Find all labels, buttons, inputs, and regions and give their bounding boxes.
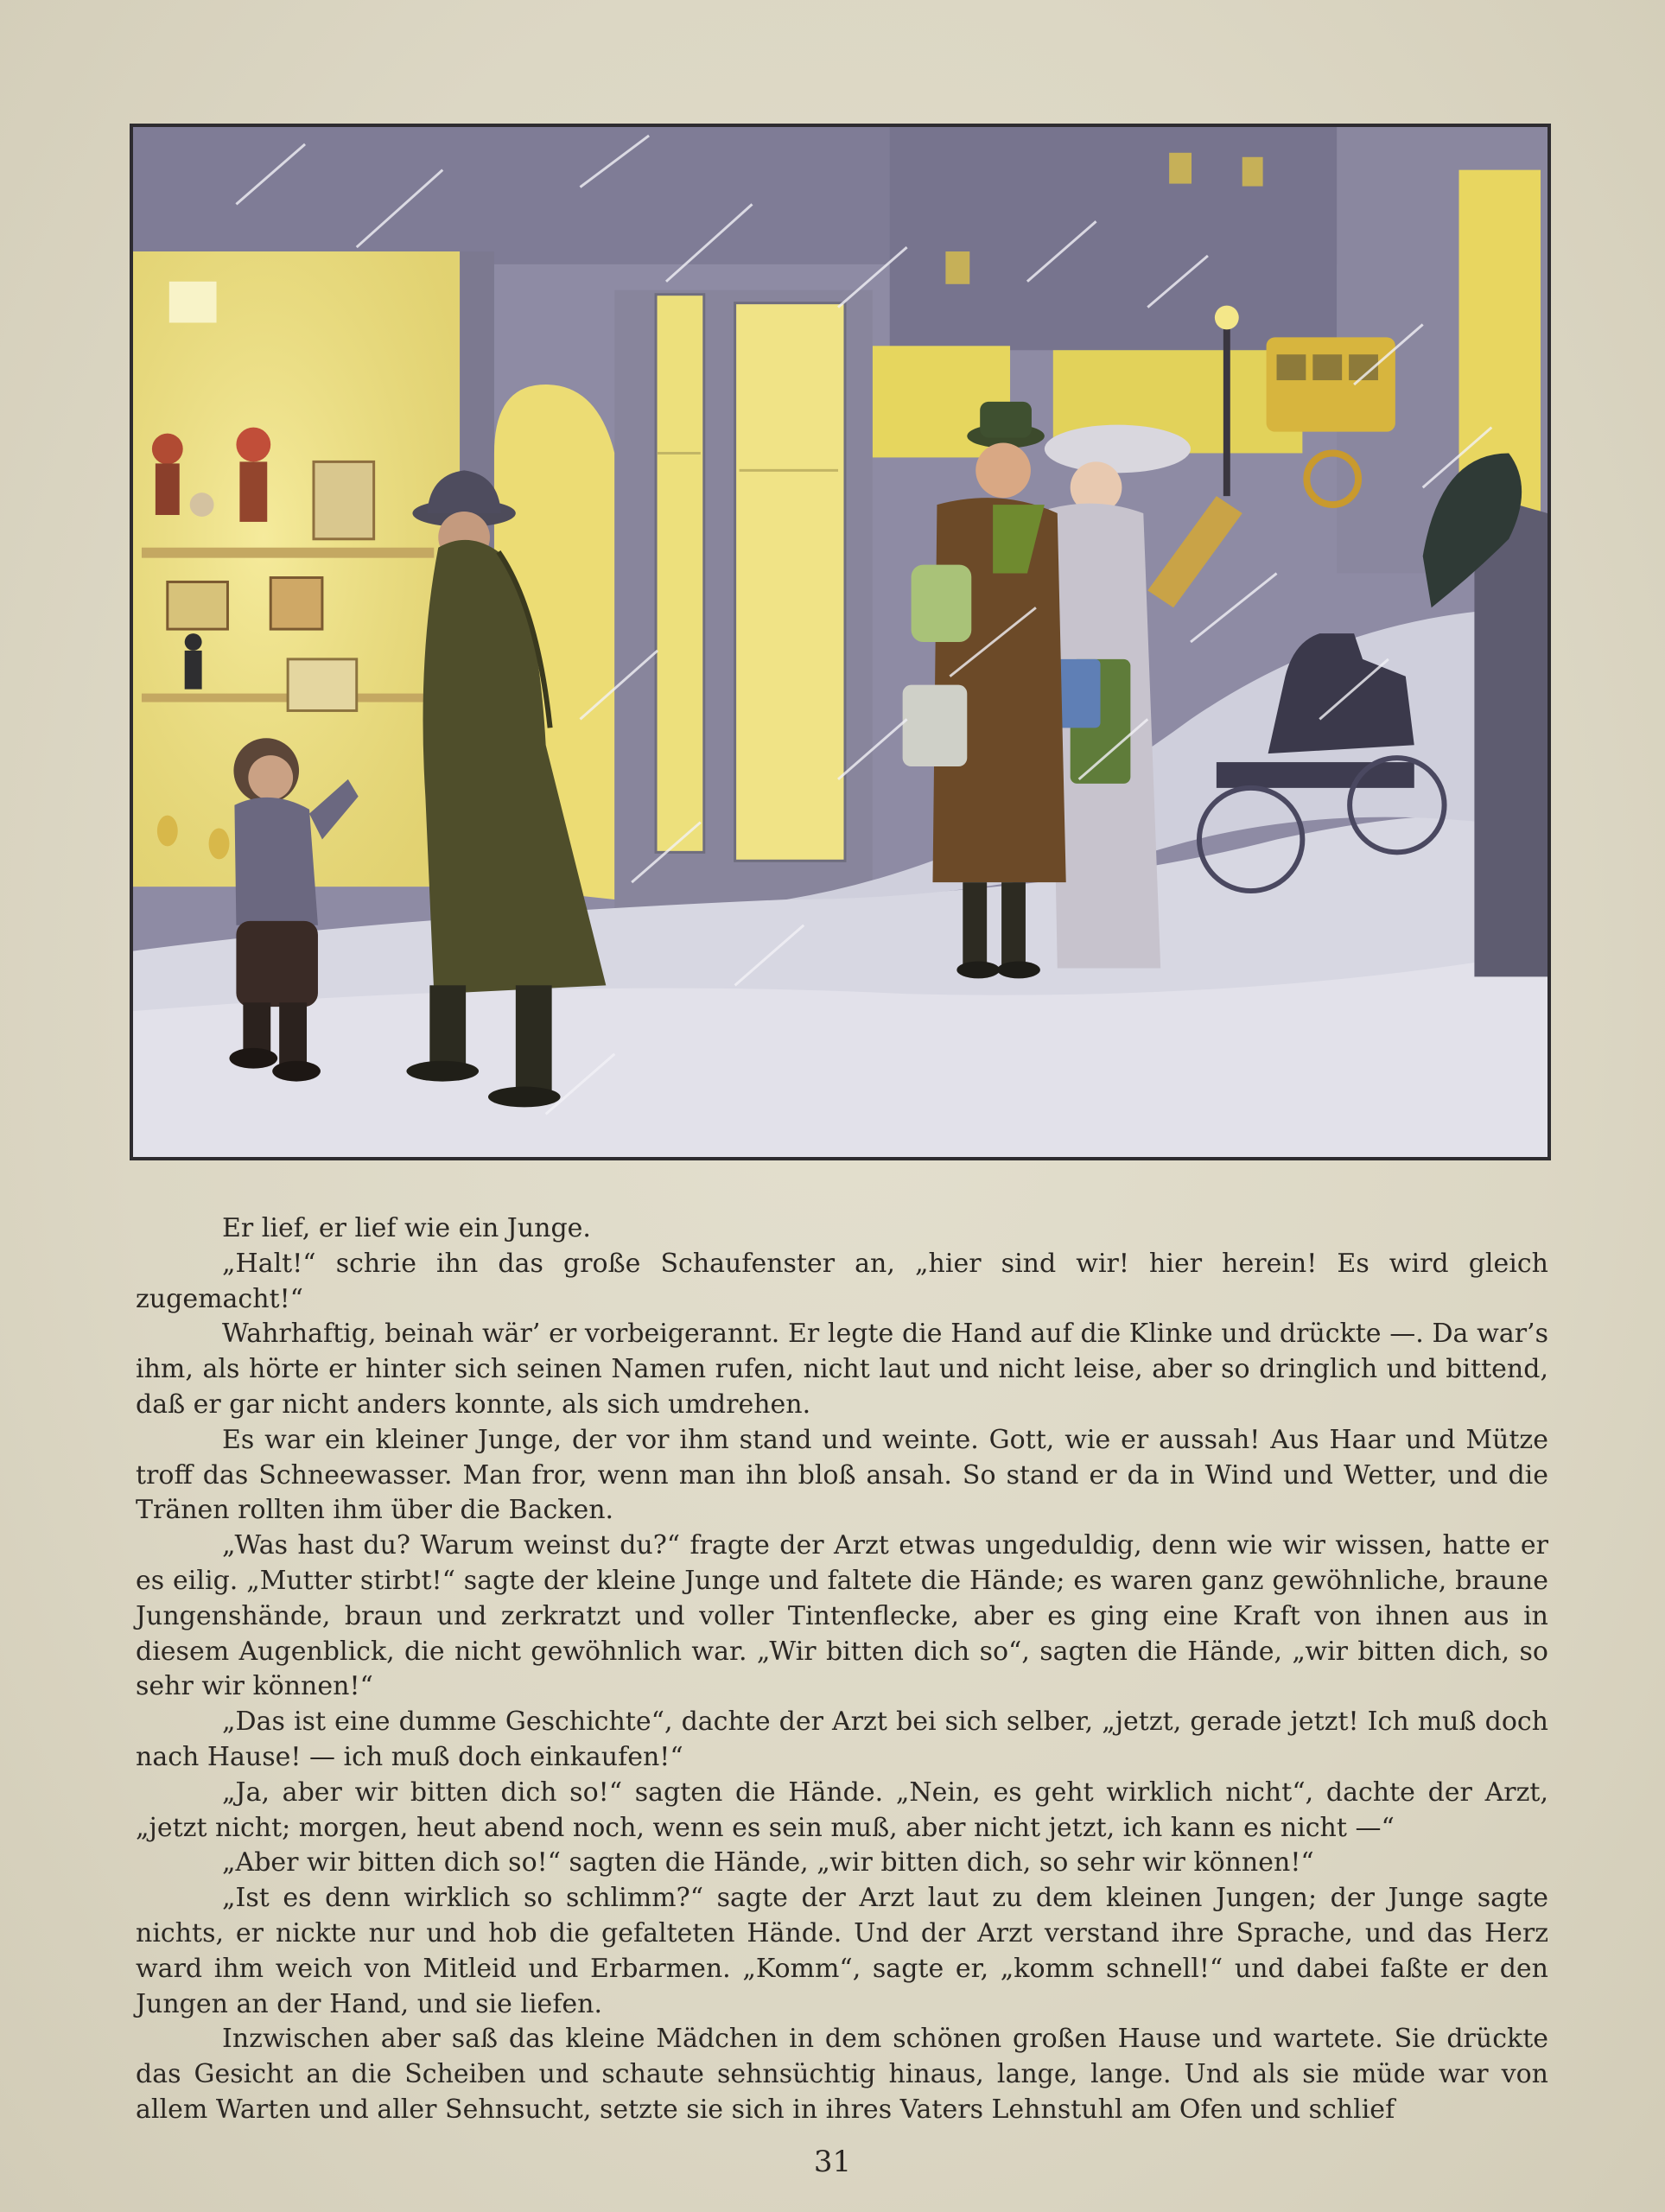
paragraph-4: Es war ein kleiner Junge, der vor ihm stand und weinte. Gott, wie er aussah! Aus Haar und Mütze troff das Schneewasser. Man fror, wenn man ihn bloß ansah. So stand er da in Wind und Wetter, und die Tränen rollten ihm über die Backen. bbox=[136, 1424, 1548, 1526]
paragraph-2: „Halt!“ schrie ihn das große Schaufenster an, „hier sind wir! hier herein! Es wird gleich zugemacht!“ bbox=[136, 1248, 1548, 1314]
paragraph-3: Wahrhaftig, beinah wär’ er vorbeigerannt. Er legte die Hand auf die Klinke und drückte —. Da war’s ihm, als hörte er hinter sich seinen Namen rufen, nicht laut und nicht leise, aber so dringlich und bittend, daß er gar nicht anders konnte, als sich umdrehen. bbox=[136, 1319, 1548, 1420]
illustration-graphic bbox=[133, 127, 1547, 1157]
page-number: 31 bbox=[813, 2145, 852, 2179]
paragraph-7: „Ja, aber wir bitten dich so!“ sagten die Hände. „Nein, es geht wirklich nicht“, dachte der Arzt, „jetzt nicht; morgen, heut abend noch, wenn es sein muß, aber nicht jetzt, ich kann es nicht —“ bbox=[136, 1777, 1548, 1843]
story-text bbox=[136, 1211, 1548, 2128]
paragraph-9: „Ist es denn wirklich so schlimm?“ sagte der Arzt laut zu dem kleinen Jungen; der Junge sagte nichts, er nickte nur und hob die gefalteten Hände. Und der Arzt verstand ihre Sprache, und das Herz ward ihm weich von Mitleid und Erbarmen. „Komm“, sagte er, „komm schnell!“ und dabei faßte er den Jungen an der Hand, und sie liefen. bbox=[136, 1883, 1548, 2019]
paragraph-1: Er lief, er lief wie ein Junge. bbox=[222, 1213, 591, 1243]
paragraph-5: „Was hast du? Warum weinst du?“ fragte der Arzt etwas ungeduldig, denn wie wir wissen, hatte er es eilig. „Mutter stirbt!“ sagte der kleine Junge und faltete die Hände; es waren ganz gewöhnliche, braune Jungenshände, braun und zerkratzt und voller Tintenflecke, aber es ging eine Kraft von ihnen aus in diesem Augenblick, die nicht gewöhnlich war. „Wir bitten dich so“, sagten die Hände, „wir bitten dich, so sehr wir können!“ bbox=[136, 1530, 1548, 1702]
street-scene-illustration bbox=[130, 124, 1551, 1160]
paragraph-8: „Aber wir bitten dich so!“ sagten die Hände, „wir bitten dich, so sehr wir können!“ bbox=[222, 1847, 1314, 1878]
paragraph-10: Inzwischen aber saß das kleine Mädchen in dem schönen großen Hause und wartete. Sie drückte das Gesicht an die Scheiben und schaute sehnsüchtig hinaus, lange, lange. Und als sie müde war von allem Warten und aller Sehnsucht, setzte sie sich in ihres Vaters Lehnstuhl am Ofen und schlief bbox=[136, 2024, 1548, 2125]
paragraph-6: „Das ist eine dumme Geschichte“, dachte der Arzt bei sich selber, „jetzt, gerade jetzt! Ich muß doch nach Hause! — ich muß doch einkaufen!“ bbox=[136, 1707, 1548, 1772]
